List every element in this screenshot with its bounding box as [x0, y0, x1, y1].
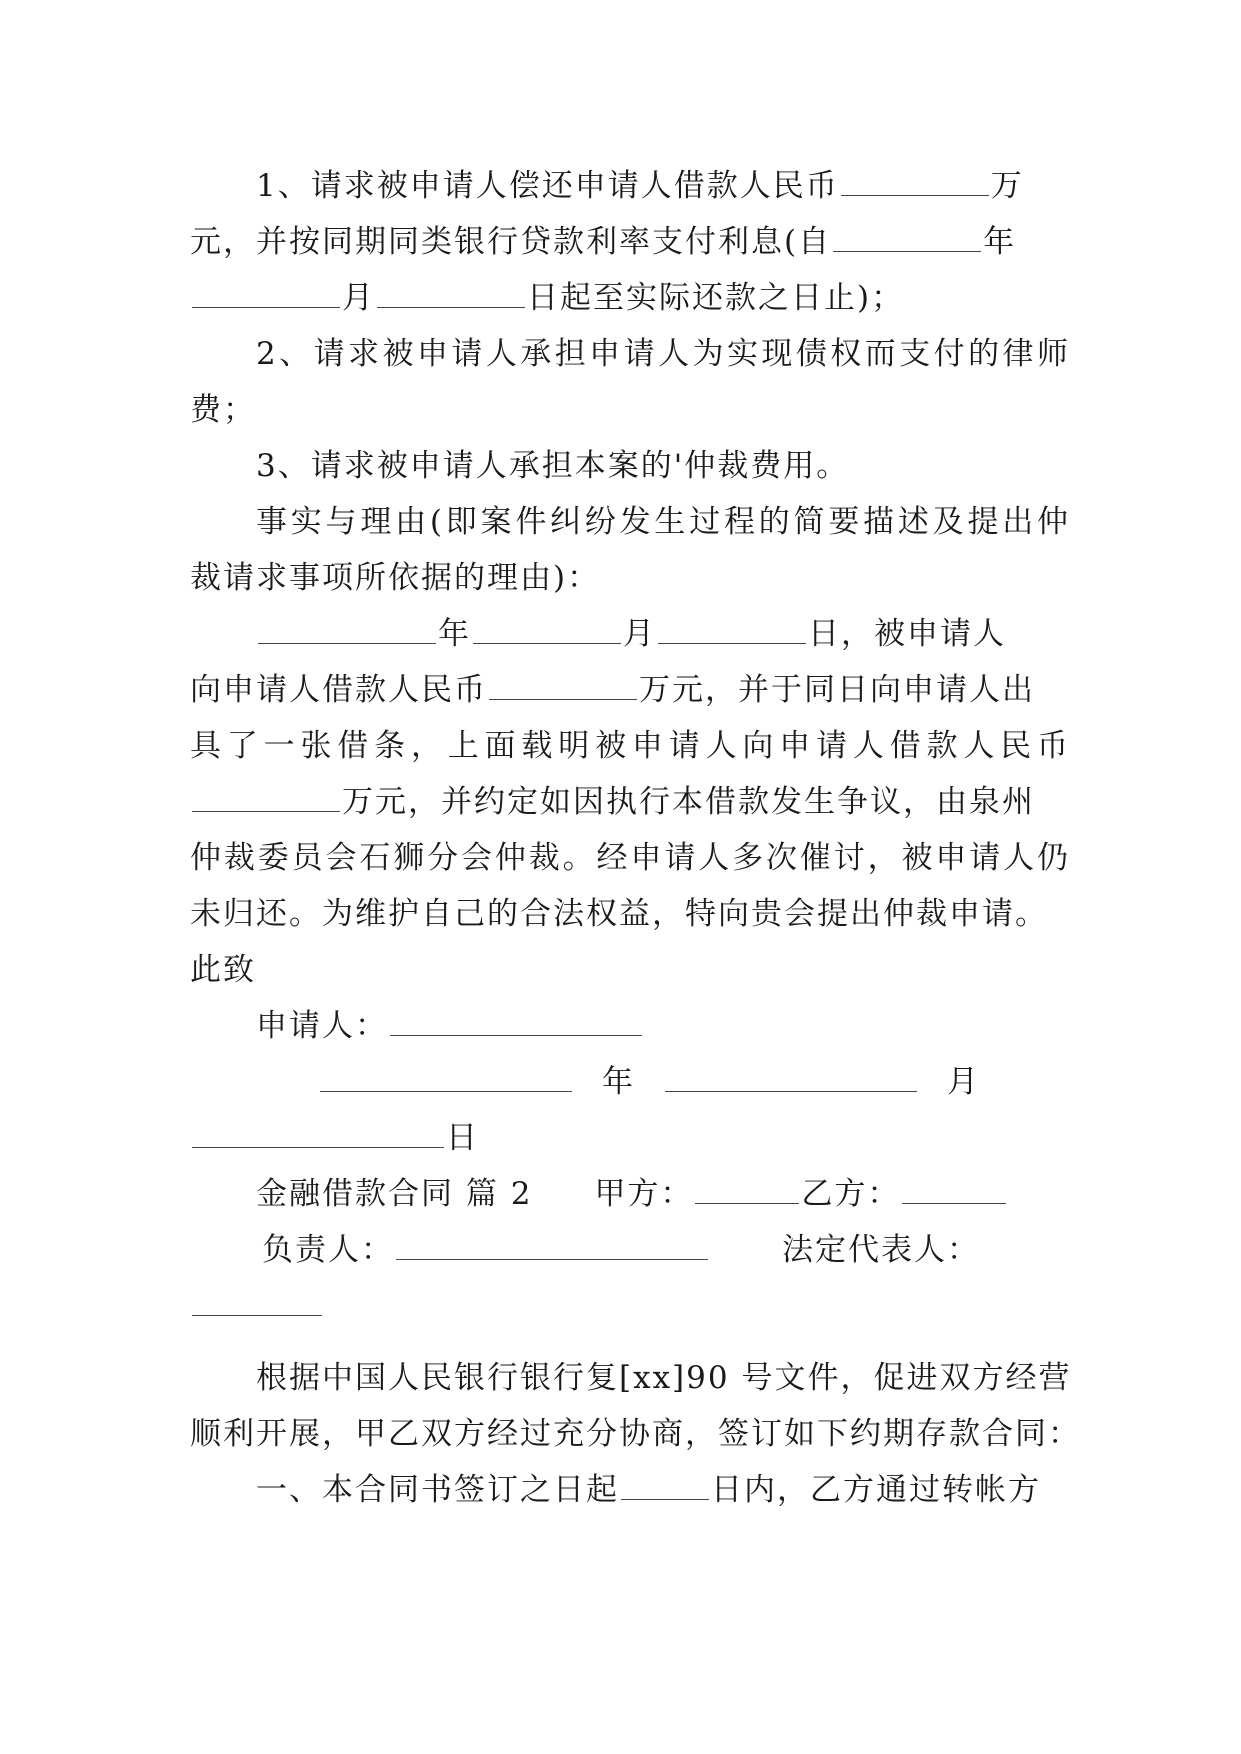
text: 甲方：: [594, 1176, 694, 1212]
blank-field: [377, 281, 525, 308]
contract-2-representatives: [262, 1228, 1070, 1272]
facts-line-5: 仲裁委员会石狮分会仲裁。经申请人多次催讨，被申请人仍: [190, 840, 1070, 876]
blank-field: [390, 1009, 642, 1036]
text: 一、本合同书签订之日起: [256, 1472, 619, 1508]
blank-field: [621, 1473, 709, 1500]
blank-field: [192, 1121, 444, 1148]
blank-field: [658, 617, 806, 644]
contract-2-blank-line: [190, 1284, 1070, 1328]
blank-field: [695, 1177, 799, 1204]
text: 负责人：: [262, 1232, 394, 1268]
text: 月: [342, 280, 375, 316]
claim-2-line-1: 2、请求被申请人承担申请人为实现债权而支付的律师: [256, 336, 1070, 372]
text: 年: [602, 1064, 635, 1100]
text: 元，并按同期同类银行贷款利率支付利息(自: [190, 224, 832, 260]
facts-line-4: [190, 780, 1070, 824]
text: 金融借款合同 篇 2: [256, 1176, 533, 1212]
text: 万元，并约定如因执行本借款发生争议，由泉州: [342, 784, 1035, 820]
date-line-1: [318, 1060, 1070, 1104]
facts-line-3: 具了一张借条，上面载明被申请人向申请人借款人民币: [190, 728, 1070, 764]
contract-2-clause-1: [256, 1468, 1070, 1512]
claim-2-line-2: 费；: [190, 392, 256, 428]
claim-1-line-1: [256, 164, 1070, 208]
contract-2-para-1-line-1: 根据中国人民银行银行复[xx]90 号文件，促进双方经营: [256, 1360, 1072, 1396]
blank-field: [192, 1289, 322, 1316]
facts-line-6: 未归还。为维护自己的合法权益，特向贵会提出仲裁申请。: [190, 896, 1048, 932]
text: 年: [983, 224, 1017, 260]
facts-heading-line-1: 事实与理由(即案件纠纷发生过程的简要描述及提出仲: [256, 504, 1070, 540]
closing-line: 此致: [190, 952, 256, 988]
text: 日: [446, 1120, 479, 1156]
facts-heading-line-2: 裁请求事项所依据的理由)：: [190, 560, 601, 596]
text: 月: [947, 1064, 980, 1100]
blank-field: [192, 281, 340, 308]
date-line-2: [190, 1116, 1070, 1160]
blank-field: [833, 225, 981, 252]
blank-field: [396, 1233, 708, 1260]
blank-field: [320, 1065, 572, 1092]
text: 1、请求被申请人偿还申请人借款人民币: [256, 168, 839, 204]
text: 月: [623, 616, 656, 652]
text: 法定代表人：: [782, 1232, 980, 1268]
blank-field: [489, 673, 637, 700]
applicant-signature-line: [256, 1004, 1070, 1048]
claim-1-line-3: [190, 276, 1070, 320]
text: 日，被申请人: [808, 616, 1006, 652]
claim-3-line: 3、请求被申请人承担本案的'仲裁费用。: [256, 448, 850, 484]
blank-field: [473, 617, 621, 644]
claim-1-line-2: [190, 220, 1070, 264]
text: 年: [438, 616, 471, 652]
contract-2-para-1-line-2: 顺利开展，甲乙双方经过充分协商，签订如下约期存款合同：: [190, 1416, 1081, 1452]
contract-2-header: [256, 1172, 1070, 1216]
facts-line-2: [190, 668, 1070, 712]
text: 乙方：: [801, 1176, 901, 1212]
blank-field: [192, 785, 340, 812]
blank-field: [841, 169, 989, 196]
blank-field: [258, 617, 436, 644]
text: 万元，并于同日向申请人出: [639, 672, 1035, 708]
text: 日起至实际还款之日止)；: [527, 280, 905, 316]
blank-field: [902, 1177, 1006, 1204]
facts-line-1: [256, 612, 1070, 656]
text: 向申请人借款人民币: [190, 672, 487, 708]
blank-field: [665, 1065, 917, 1092]
text: 申请人：: [256, 1008, 388, 1044]
text: 万: [990, 168, 1024, 204]
text: 日内，乙方通过转帐方: [711, 1472, 1041, 1508]
